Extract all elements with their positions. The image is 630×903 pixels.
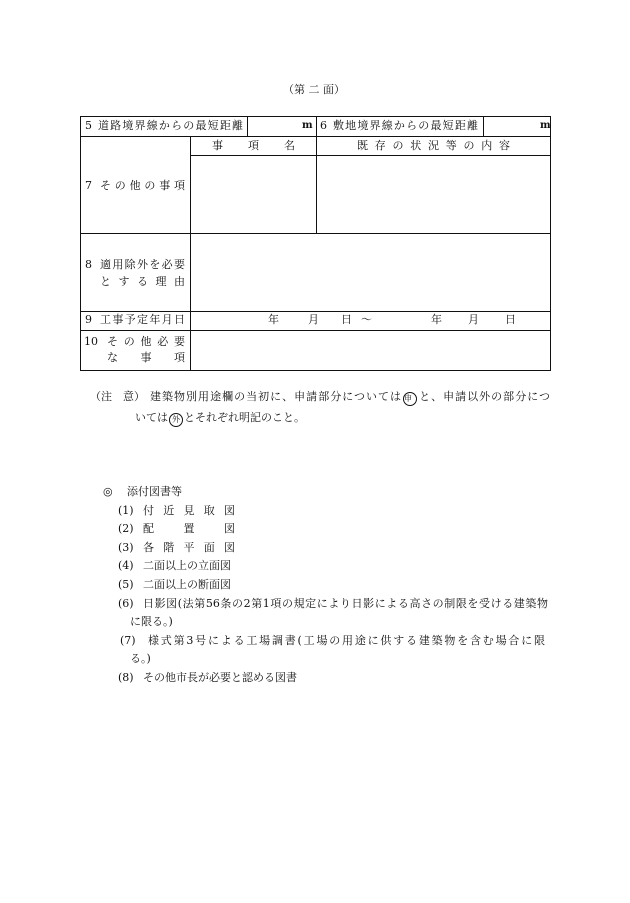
list-item-number: (2) — [118, 522, 134, 535]
item-name-header: 事項名 — [212, 139, 295, 152]
note-line-1 — [150, 390, 550, 406]
list-item-number: (8) — [118, 671, 134, 684]
row-7-number: 7 — [85, 179, 92, 192]
list-item-number: (7) — [120, 634, 136, 647]
page-title: （第 二 面） — [283, 83, 345, 96]
start-year-mark: 年 — [268, 313, 279, 326]
circled-gai-mark: 外 — [169, 413, 183, 427]
site-distance-value-cell — [484, 117, 550, 136]
site-distance-unit: m — [540, 120, 551, 131]
list-item: 様式第3号による工場調書(工場の用途に供する建築物を含む場合に限 — [148, 634, 545, 647]
start-day-mark: 日 — [341, 313, 352, 326]
other-matters-label: その他の事項 — [100, 179, 185, 192]
end-month-mark: 月 — [468, 313, 479, 326]
other-required-label-line-2: な事項 — [107, 351, 185, 364]
date-range-separator: 〜 — [361, 313, 372, 326]
table-rule — [550, 116, 551, 371]
other-required-label-line-1: その他必要 — [107, 335, 185, 348]
existing-status-cell — [317, 156, 550, 233]
note-text: とそれぞれ明記のこと。 — [184, 411, 305, 424]
existing-status-header: 既存の状況等の内容 — [357, 139, 510, 152]
list-item: 付近見取図 — [143, 504, 235, 517]
note-text: 建築物別用途欄の当初に、申請部分については — [150, 390, 403, 403]
end-year-mark: 年 — [431, 313, 442, 326]
exemption-reason-cell — [191, 234, 550, 311]
note-heading: （注 意） — [90, 390, 145, 403]
site-distance-label: 敷地境界線からの最短距離 — [333, 119, 478, 132]
list-item-number: (4) — [118, 559, 134, 572]
list-item-continuation: に限る。) — [130, 615, 173, 628]
attachments-heading: 添付図書等 — [127, 485, 182, 498]
list-item-number: (6) — [118, 597, 134, 610]
table-rule — [80, 370, 551, 371]
road-distance-label: 道路境界線からの最短距離 — [98, 119, 243, 132]
exemption-label-line-1: 適用除外を必要 — [100, 258, 185, 271]
item-name-cell — [191, 156, 316, 233]
start-month-mark: 月 — [308, 313, 319, 326]
note-text: いては — [135, 411, 168, 424]
list-item: 二面以上の立面図 — [143, 559, 231, 572]
table-rule — [80, 311, 551, 312]
list-item-number: (3) — [118, 541, 134, 554]
table-rule — [80, 116, 81, 371]
list-item: 各階平面図 — [143, 541, 235, 554]
list-item-number: (5) — [118, 578, 134, 591]
row-10-number: 10 — [84, 335, 98, 348]
circled-shin-mark: 申 — [403, 392, 417, 406]
list-item: 日影図(法第56条の2第1項の規定により日影による高さの制限を受ける建築物 — [143, 597, 548, 610]
row-6-number: 6 — [320, 119, 327, 132]
note-line-2 — [135, 411, 305, 427]
list-item: 配置図 — [143, 522, 235, 535]
construction-schedule-label: 工事予定年月日 — [100, 313, 185, 326]
road-distance-unit: m — [302, 120, 313, 131]
list-item-number: (1) — [118, 504, 134, 517]
row-5-number: 5 — [85, 119, 92, 132]
list-item: その他市長が必要と認める図書 — [143, 671, 297, 684]
other-required-cell — [191, 331, 550, 370]
exemption-label-line-2: とする理由 — [100, 275, 185, 288]
double-circle-icon: ◎ — [103, 485, 113, 498]
end-day-mark: 日 — [505, 313, 516, 326]
list-item-continuation: る。) — [130, 652, 151, 665]
road-distance-value-cell — [248, 117, 316, 136]
note-text: と、申請以外の部分につ — [418, 390, 551, 403]
row-8-number: 8 — [85, 258, 92, 271]
list-item: 二面以上の断面図 — [143, 578, 231, 591]
row-9-number: 9 — [85, 313, 92, 326]
